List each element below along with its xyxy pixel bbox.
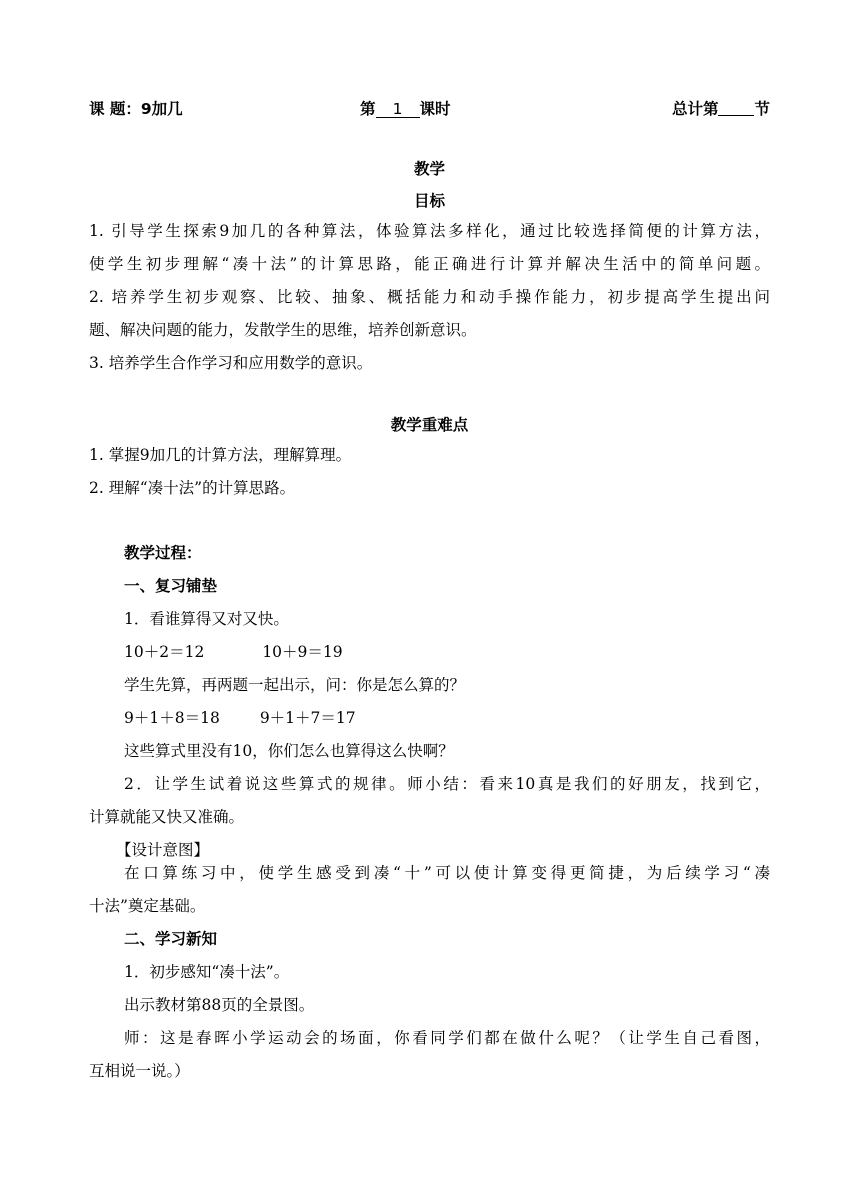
- lesson-topic: 课 题：9加几: [89, 100, 183, 118]
- new-step2: 出示教材第88页的全景图。: [124, 996, 315, 1014]
- lesson-number: 1: [376, 101, 420, 118]
- equation: 10＋9＝19: [262, 643, 343, 661]
- objective-line: 3. 培养学生合作学习和应用数学的意识。: [89, 354, 373, 372]
- new-knowledge-section: [124, 923, 770, 1055]
- teacher-line2: 互相说一说。）: [89, 1062, 190, 1080]
- equation: 10＋2＝12: [124, 643, 205, 661]
- design-intent-continued: [89, 890, 770, 923]
- part2-title: 二、学习新知: [124, 930, 218, 948]
- design-intent-label: 【设计意图】: [116, 841, 210, 859]
- review-step2-line2: 计算就能又快又准确。: [89, 808, 245, 826]
- objectives-title-line1: 教学: [413, 160, 445, 178]
- design-intent-line1: 在口算练习中，使学生感受到凑“十”可以使计算变得更简捷，为后续学习“凑: [124, 864, 770, 882]
- key-point-item: 1. 掌握9加几的计算方法，理解算理。: [89, 446, 352, 464]
- teacher-continued: [89, 1055, 770, 1088]
- review-question-line: 这些算式里没有10，你们怎么也算得这么快啊？: [124, 742, 454, 760]
- total-count-field: 总计第 节: [671, 100, 770, 118]
- new-step1: 1．初步感知“凑十法”。: [124, 963, 290, 981]
- design-intent-line2: 十法”奠定基础。: [89, 897, 206, 915]
- objective-line: 1. 引导学生探索9加几的各种算法，体验算法多样化，通过比较选择简便的计算方法，: [89, 222, 770, 240]
- equation: 9＋1＋7＝17: [259, 709, 356, 727]
- part1-title: 一、复习铺垫: [124, 577, 218, 595]
- total-count-blank: [718, 99, 754, 116]
- equation-row-1: [124, 636, 770, 669]
- review-step2-continued: [89, 801, 770, 834]
- review-show-line: 学生先算，再两题一起出示，问：你是怎么算的？: [124, 676, 466, 694]
- objective-line: 使学生初步理解“凑十法”的计算思路，能正确进行计算并解决生活中的简单问题。: [89, 255, 770, 273]
- teacher-line1: 师：这是春晖小学运动会的场面，你看同学们都在做什么呢？（让学生自己看图，: [124, 1029, 770, 1047]
- objective-line: 题、解决问题的能力，发散学生的思维，培养创新意识。: [89, 321, 477, 339]
- teaching-process: [124, 537, 770, 801]
- process-title: 教学过程：: [124, 544, 202, 562]
- objectives-title-line2: 目标: [413, 192, 445, 210]
- key-point-item: 2. 理解“凑十法”的计算思路。: [89, 479, 296, 497]
- review-step1: 1．看谁算得又对又快。: [124, 610, 289, 628]
- equation-row-2: [124, 702, 770, 735]
- design-intent-block: [124, 857, 770, 890]
- objectives-list: [89, 215, 770, 380]
- objective-line: 2. 培养学生初步观察、比较、抽象、概括能力和动手操作能力，初步提高学生提出问: [89, 288, 770, 306]
- key-points-list: [89, 439, 770, 505]
- equation: 9＋1＋8＝18: [124, 709, 220, 727]
- lesson-header: [89, 97, 770, 119]
- key-points-title: 教学重难点: [390, 416, 469, 434]
- review-step2-line1: 2．让学生试着说这些算式的规律。师小结：看来10真是我们的好朋友，找到它，: [124, 775, 770, 793]
- lesson-number-field: 第 1 课时: [360, 100, 451, 118]
